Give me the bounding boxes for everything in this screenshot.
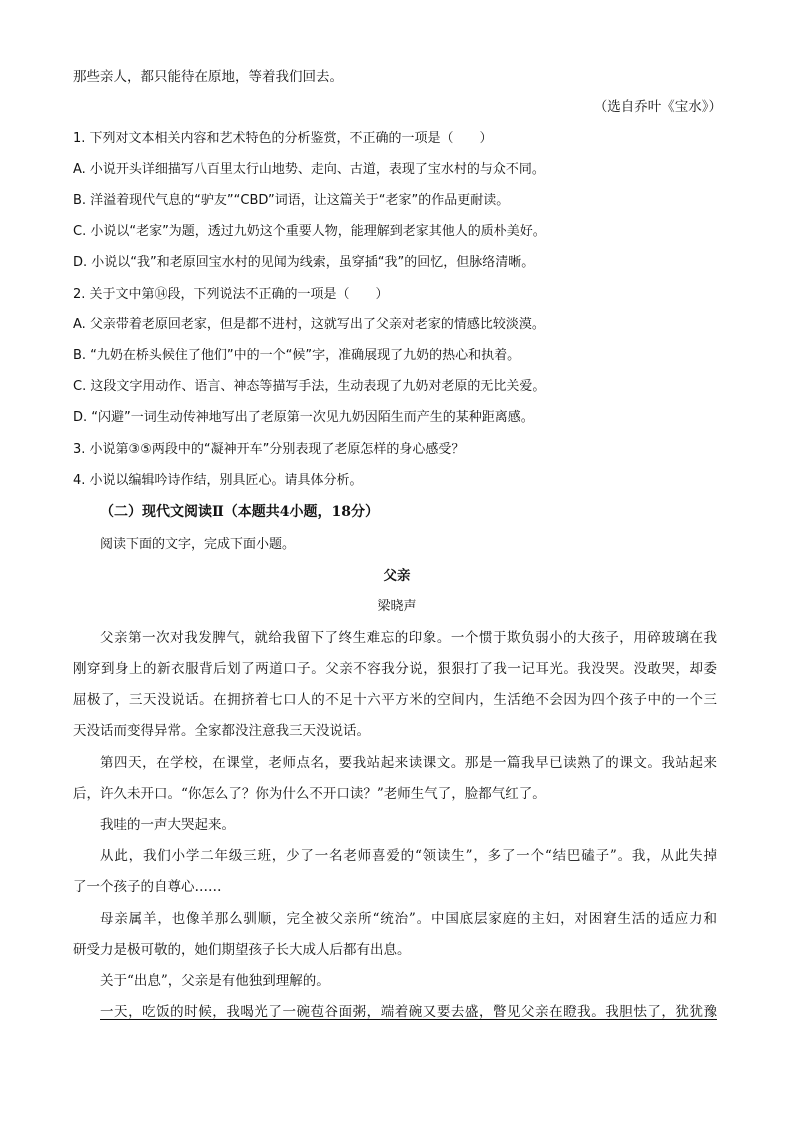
paragraph-line: 关于“出息”，父亲是有他独到理解的。 xyxy=(100,973,330,989)
paragraph-line: 父亲第一次对我发脾气，就给我留下了终生难忘的印象。一个惯于欺负弱小的大孩子，用碎玻璃在我 xyxy=(100,630,717,646)
article-author: 梁晓声 xyxy=(377,599,417,614)
paragraph-line: 天没话而变得异常。全家都没注意我三天没说话。 xyxy=(73,723,370,739)
paragraph-line-underlined: 一天，吃饭的时候，我喝光了一碗苞谷面粥，端着碗又要去盛，瞥见父亲在瞪我。我胆怯了，犹犹豫 xyxy=(100,1004,717,1020)
question-2-option-a: A. 父亲带着老原回老家，但是都不进村，这就写出了父亲对老家的情感比较淡漠。 xyxy=(73,317,545,332)
question-1-option-b: B. 洋溢着现代气息的“驴友”“CBD”词语，让这篇关于“老家”的作品更耐读。 xyxy=(73,193,510,208)
paragraph-line: 了一个孩子的自尊心…… xyxy=(73,879,222,895)
paragraph-line: 母亲属羊，也像羊那么驯顺，完全被父亲所“统治”。中国底层家庭的主妇，对困窘生活的适应力和 xyxy=(100,911,717,927)
story-last-line: 那些亲人，都只能待在原地，等着我们回去。 xyxy=(73,69,343,85)
paragraph-line: 从此，我们小学二年级三班，少了一名老师喜爱的“领读生”，多了一个“结巴磕子”。我，从此失掉 xyxy=(100,848,717,864)
question-3: 3. 小说第③⑤两段中的“凝神开车”分别表现了老原怎样的身心感受？ xyxy=(73,442,465,457)
paragraph-line: 刚穿到身上的新衣服背后划了两道口子。父亲不容我分说，狠狠打了我一记耳光。我没哭。没敢哭，却委 xyxy=(73,661,717,677)
question-1-option-d: D. 小说以“我”和老原回宝水村的见闻为线索，虽穿插“我”的回忆，但脉络清晰。 xyxy=(73,255,535,270)
question-1: 1. 下列对文本相关内容和艺术特色的分析鉴赏，不正确的一项是（ ） xyxy=(73,131,493,146)
story-source: （选自乔叶《宝水》） xyxy=(593,99,722,115)
question-1-option-a: A. 小说开头详细描写八百里太行山地势、走向、古道，表现了宝水村的与众不同。 xyxy=(73,162,545,177)
question-2-option-c: C. 这段文字用动作、语言、神态等描写手法，生动表现了九奶对老原的无比关爱。 xyxy=(73,379,546,394)
paragraph-line: 我哇的一声大哭起来。 xyxy=(100,817,235,833)
question-2-option-b: B. “九奶在桥头候住了他们”中的一个“候”字，准确展现了九奶的热心和执着。 xyxy=(73,348,521,363)
section-heading: （二）现代文阅读Ⅱ（本题共4小题，18分） xyxy=(100,504,380,520)
question-2: 2. 关于文中第⑭段，下列说法不正确的一项是（ ） xyxy=(73,287,389,302)
article-title: 父亲 xyxy=(383,568,411,584)
question-1-option-c: C. 小说以“老家”为题，透过九奶这个重要人物，能理解到老家其他人的质朴美好。 xyxy=(73,224,546,239)
section-instruction: 阅读下面的文字，完成下面小题。 xyxy=(100,537,296,552)
paragraph-line: 后，许久未开口。“你怎么了？你为什么不开口读？”老师生气了，脸都气红了。 xyxy=(73,786,546,802)
paragraph-line: 第四天，在学校，在课堂，老师点名，要我站起来读课文。那是一篇我早已读熟了的课文。我站起来 xyxy=(100,755,717,771)
paragraph-line: 屈极了，三天没说话。在拥挤着七口人的不足十六平方米的空间内，生活绝不会因为四个孩子中的一个三 xyxy=(73,692,717,708)
question-2-option-d: D. “闪避”一词生动传神地写出了老原第一次见九奶因陌生而产生的某种距离感。 xyxy=(73,410,534,425)
question-4: 4. 小说以编辑吟诗作结，别具匠心。请具体分析。 xyxy=(73,473,363,488)
paragraph-line: 研受力是极可敬的，她们期望孩子长大成人后都有出息。 xyxy=(73,942,411,958)
